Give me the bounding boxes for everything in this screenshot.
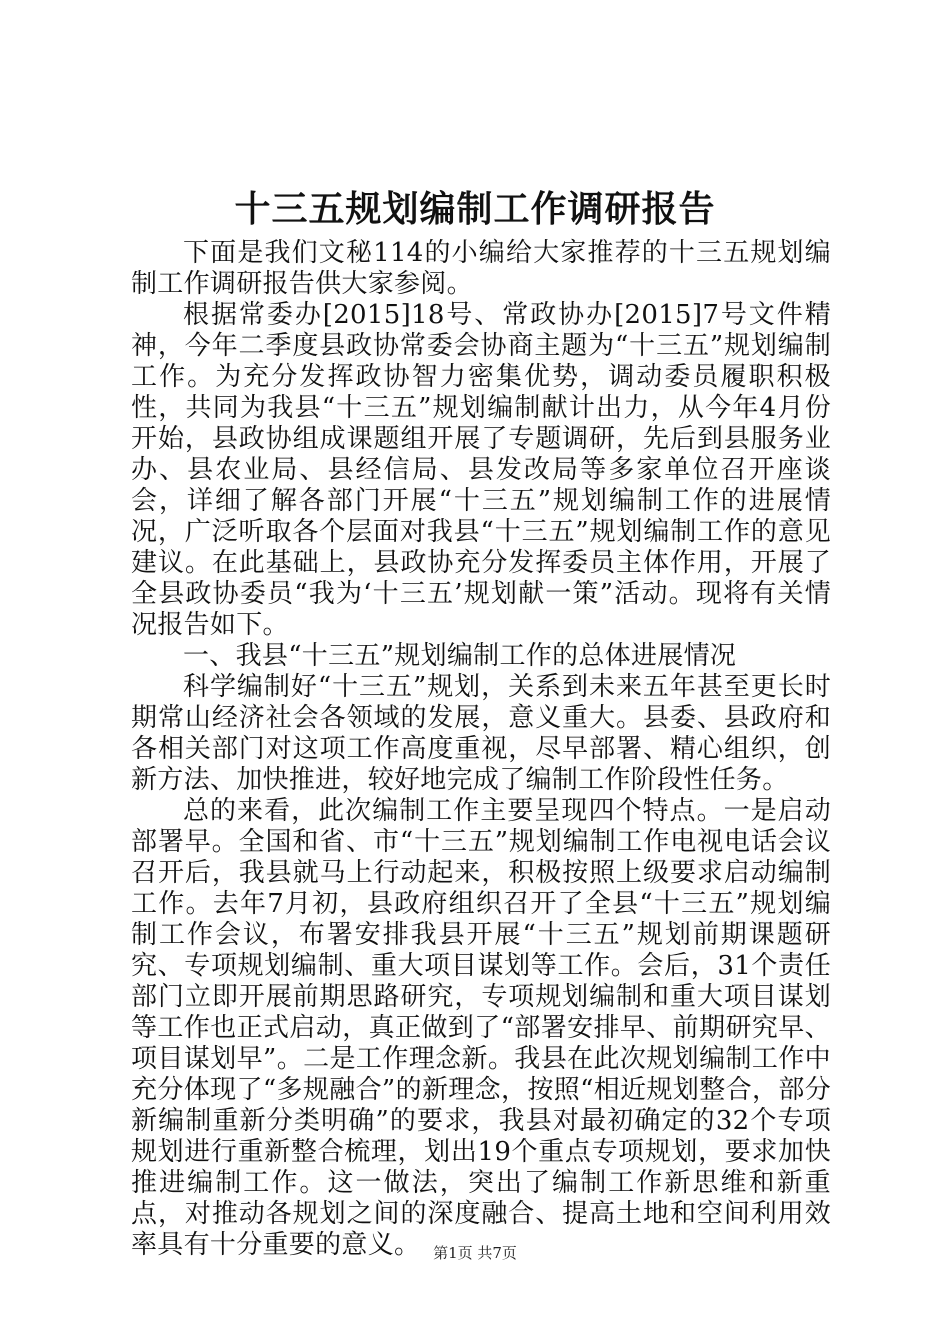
background-paragraph: 根据常委办[2015]18号、常政协办[2015]7号文件精神，今年二季度县政协常委会协商主题为“十三五”规划编制工作。为充分发挥政协智力密集优势，调动委员履职积极性，共同为我县“十三五”规划编制献计出力，从今年4月份开始，县政协组成课题组开展了专题调研，先后到县服务业办、县农业局、县经信局、县发改局等多家单位召开座谈会，详细了解各部门开展“十三五”规划编制工作的进展情况，广泛听取各个层面对我县“十三五”规划编制工作的意见建议。在此基础上，县政协充分发挥委员主体作用，开展了全县政协委员“我为‘十三五’规划献一策”活动。现将有关情况报告如下。 bbox=[131, 300, 831, 640]
document-body bbox=[131, 238, 831, 1261]
overview-paragraph: 科学编制好“十三五”规划，关系到未来五年甚至更长时期常山经济社会各领域的发展，意义重大。县委、县政府和各相关部门对这项工作高度重视，尽早部署、精心组织，创新方法、加快推进，较好地完成了编制工作阶段性任务。 bbox=[131, 672, 831, 795]
section-heading: 一、我县“十三五”规划编制工作的总体进展情况 bbox=[183, 641, 737, 671]
page-footer: 第1页 共7页 bbox=[433, 1244, 517, 1262]
intro-paragraph: 下面是我们文秘114的小编给大家推荐的十三五规划编制工作调研报告供大家参阅。 bbox=[131, 238, 831, 299]
document-title: 十三五规划编制工作调研报告 bbox=[234, 188, 716, 230]
features-paragraph: 总的来看，此次编制工作主要呈现四个特点。一是启动部署早。全国和省、市“十三五”规划编制工作电视电话会议召开后，我县就马上行动起来，积极按照上级要求启动编制工作。去年7月初，县政府组织召开了全县“十三五”规划编制工作会议，布署安排我县开展“十三五”规划前期课题研究、专项规划编制、重大项目谋划等工作。会后，31个责任部门立即开展前期思路研究，专项规划编制和重大项目谋划等工作也正式启动，真正做到了“部署安排早、前期研究早、项目谋划早”。二是工作理念新。我县在此次规划编制工作中充分体现了“多规融合”的新理念，按照“相近规划整合，部分新编制重新分类明确”的要求，我县对最初确定的32个专项规划进行重新整合梳理，划出19个重点专项规划，要求加快推进编制工作。这一做法，突出了编制工作新思维和新重点，对推动各规划之间的深度融合、提高土地和空间利用效率具有十分重要的意义。 bbox=[131, 796, 831, 1260]
